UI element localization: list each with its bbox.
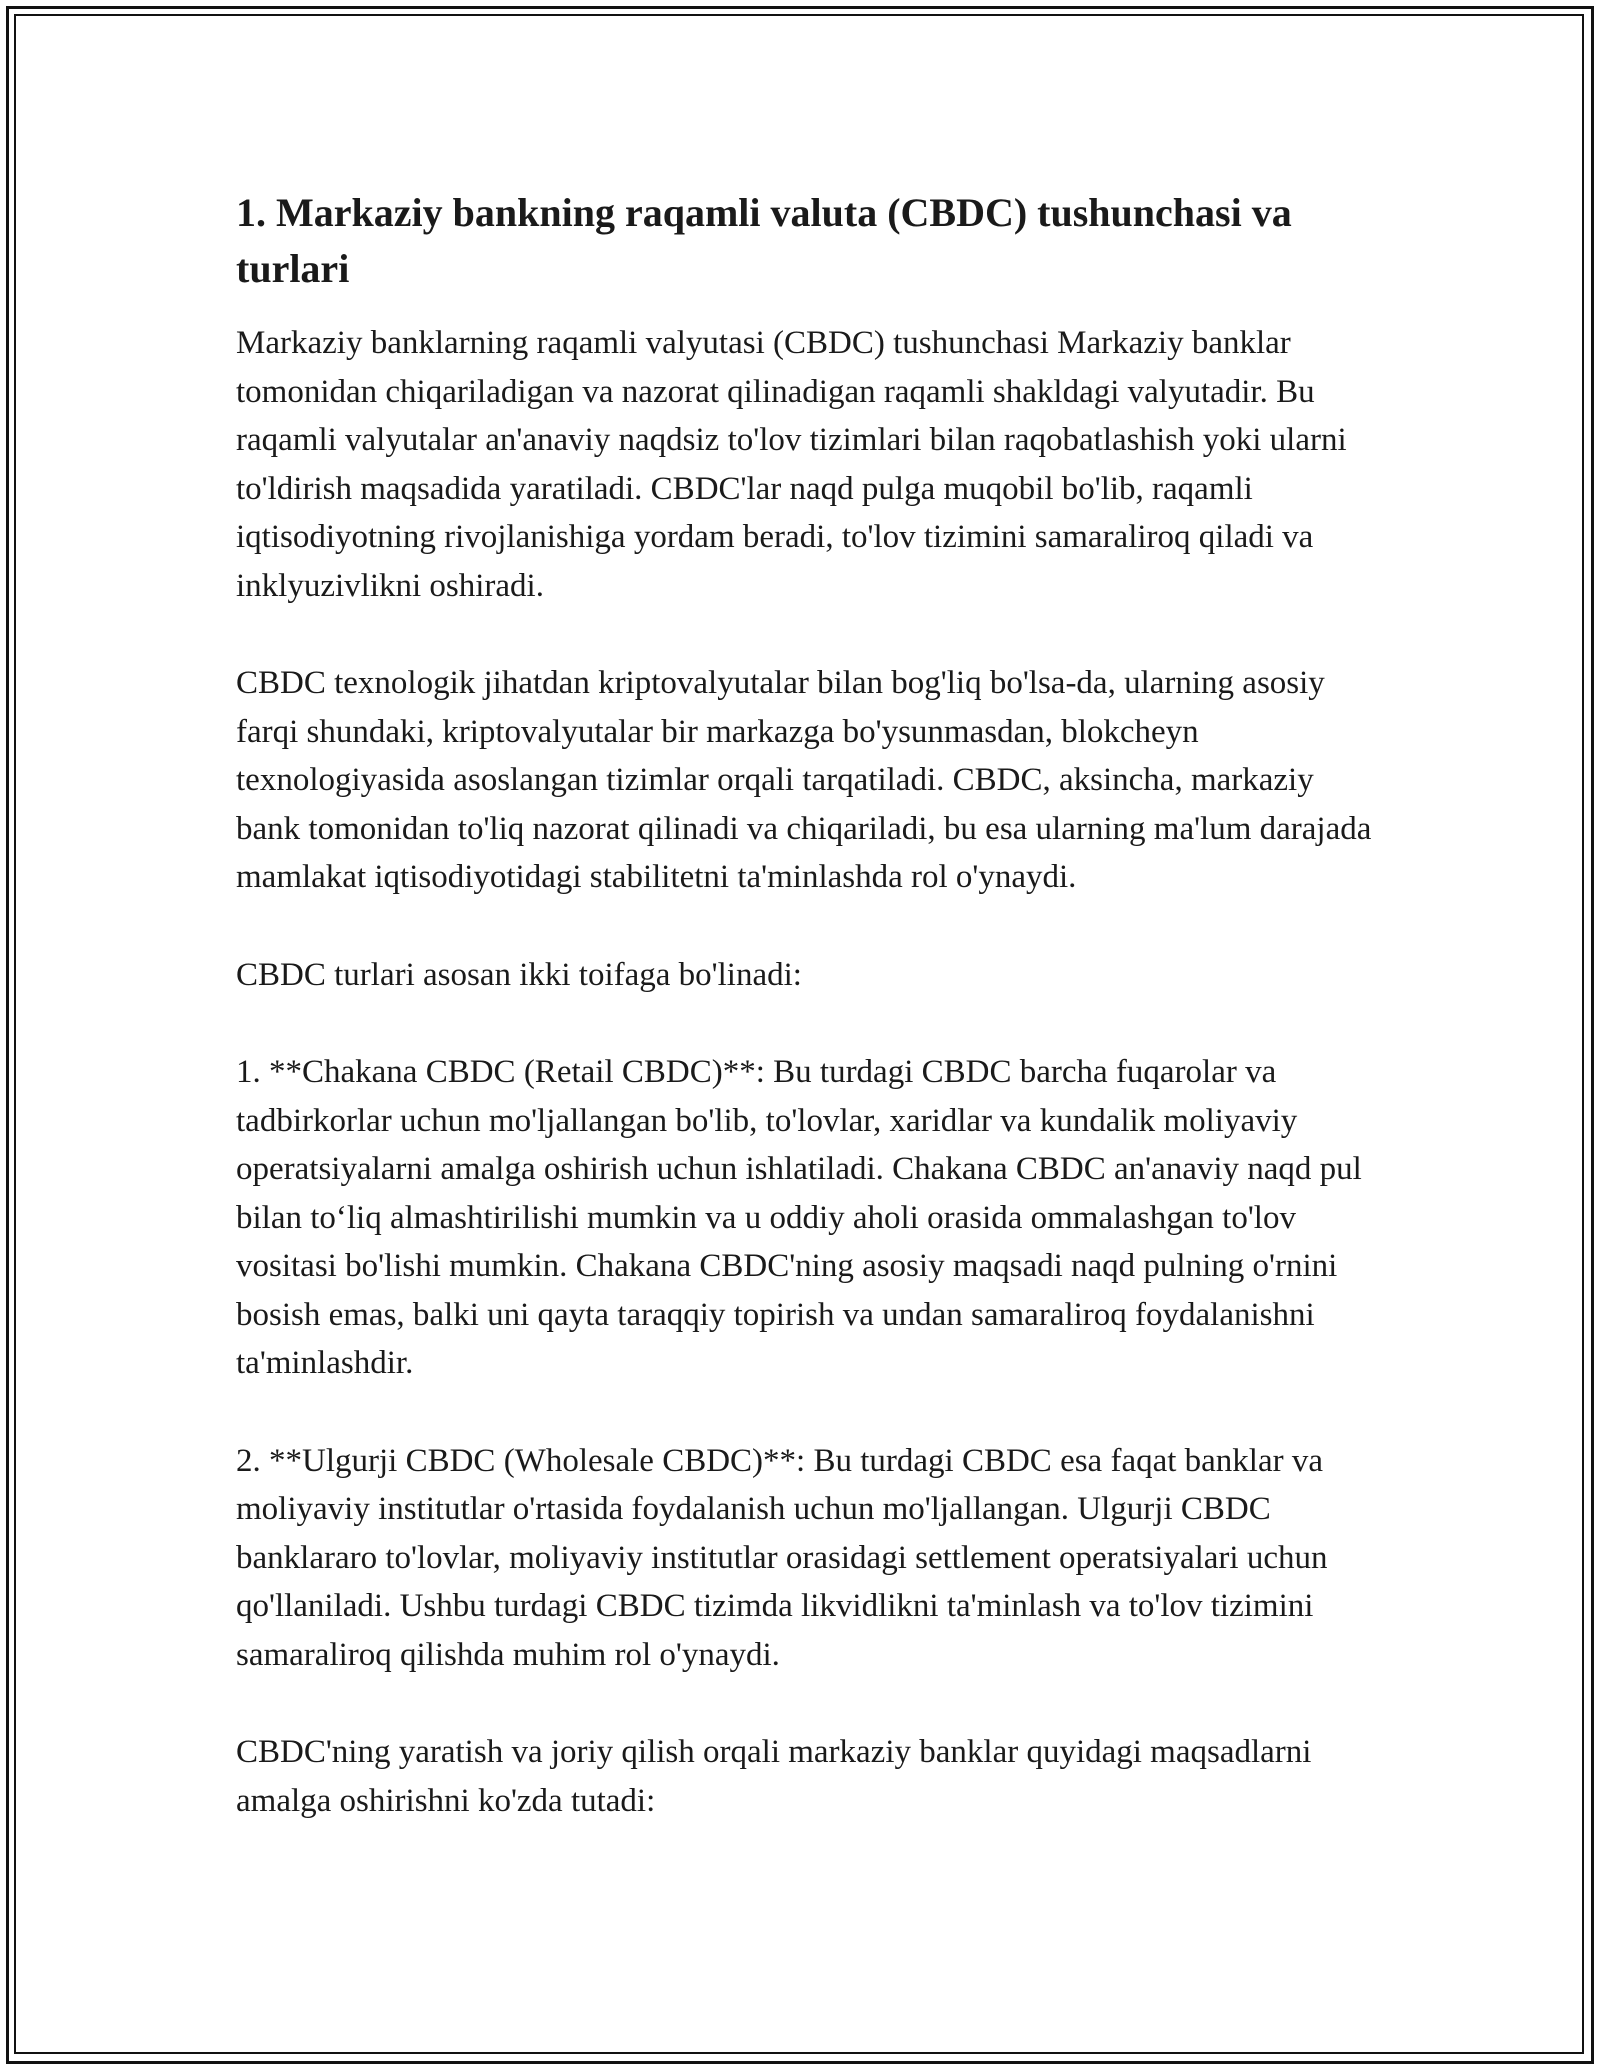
paragraph-cbdc-definition: Markaziy banklarning raqamli valyutasi (CBDC) tushunchasi Markaziy banklar tomonidan chiqariladigan va nazorat qilinadigan raqamli shakldagi valyutadir. Bu raqamli valyutalar an'anaviy naqdsiz to'lov tizimlari bilan raqobatlashish yoki ularni to'ldirish maqsadida yaratiladi. CBDC'lar naqd pulga muqobil bo'lib, raqamli iqtisodiyotning rivojlanishiga yordam beradi, to'lov tizimini samaraliroq qiladi va inklyuzivlikni oshiradi.: [236, 325, 1347, 604]
paragraph-cbdc-types-intro: CBDC turlari asosan ikki toifaga bo'linadi:: [236, 956, 802, 993]
paragraph-cbdc-vs-crypto: CBDC texnologik jihatdan kriptovalyutalar bilan bog'liq bo'lsa-da, ularning asosiy farqi shundaki, kriptovalyutalar bir markazga bo'ysunmasdan, blokcheyn texnologiyasida asoslangan tizimlar orqali tarqatiladi. CBDC, aksincha, markaziy bank tomonidan to'liq nazorat qilinadi va chiqariladi, bu esa ularning ma'lum darajada mamlakat iqtisodiyotidagi stabilitetni ta'minlashda rol o'ynaydi.: [236, 665, 1372, 895]
document-body: [236, 185, 1376, 1825]
paragraph-wholesale-cbdc: 2. **Ulgurji CBDC (Wholesale CBDC)**: Bu turdagi CBDC esa faqat banklar va moliyaviy institutlar o'rtasida foydalanish uchun mo'ljallangan. Ulgurji CBDC banklararo to'lovlar, moliyaviy institutlar orasidagi settlement operatsiyalari uchun qo'llaniladi. Ushbu turdagi CBDC tizimda likvidlikni ta'minlash va to'lov tizimini samaraliroq qilishda muhim rol o'ynaydi.: [236, 1442, 1328, 1673]
section-heading: 1. Markaziy bankning raqamli valuta (CBDC) tushunchasi va turlari: [236, 190, 1292, 291]
paragraph-cbdc-goals-intro: CBDC'ning yaratish va joriy qilish orqali markaziy banklar quyidagi maqsadlarni amalga oshirishni ko'zda tutadi:: [236, 1734, 1312, 1819]
paragraph-retail-cbdc: 1. **Chakana CBDC (Retail CBDC)**: Bu turdagi CBDC barcha fuqarolar va tadbirkorlar uchun mo'ljallangan bo'lib, to'lovlar, xaridlar va kundalik moliyaviy operatsiyalarni amalga oshirish uchun ishlatiladi. Chakana CBDC an'anaviy naqd pul bilan to‘liq almashtirilishi mumkin va u oddiy aholi orasida ommalashgan to'lov vositasi bo'lishi mumkin. Chakana CBDC'ning asosiy maqsadi naqd pulning o'rnini bosish emas, balki uni qayta taraqqiy topirish va undan samaraliroq foydalanishni ta'minlashdir.: [236, 1054, 1362, 1381]
